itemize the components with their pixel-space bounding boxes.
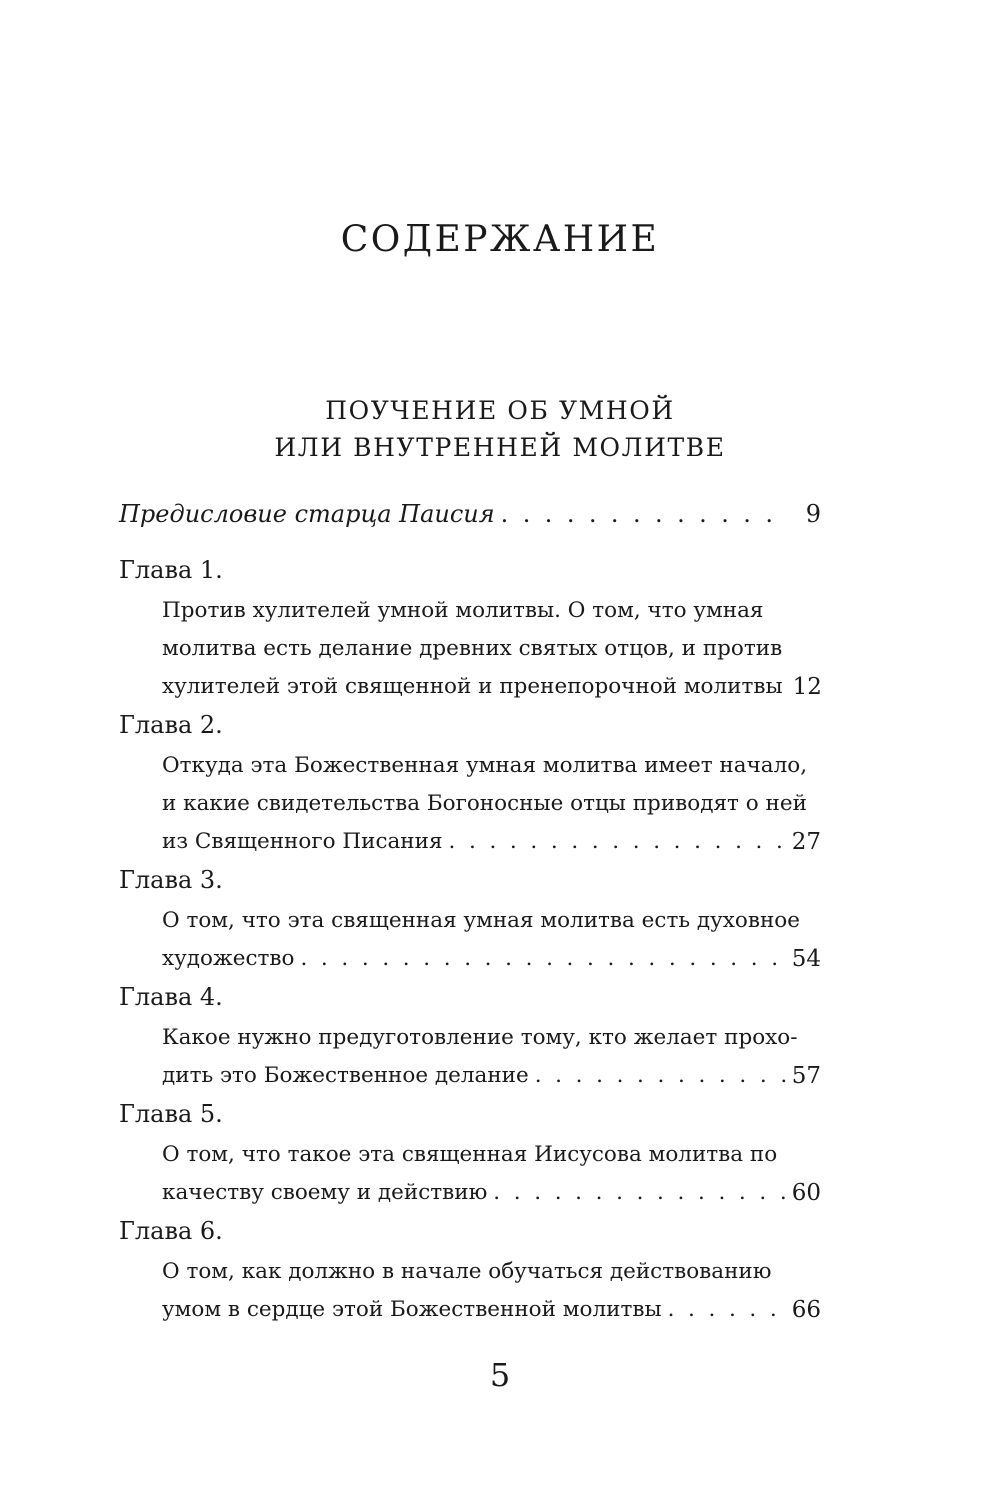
chapter-description-last-line (162, 940, 821, 978)
chapter-description-line: дить это Божественное делание (162, 1062, 529, 1088)
chapter-description-last-line (162, 668, 821, 706)
chapter-description-line: Против хулителей умной молитвы. О том, что умная (162, 597, 764, 623)
toc-page-number: 66 (791, 1296, 821, 1323)
toc-page-number: 57 (791, 1062, 821, 1089)
chapter-heading: Глава 1. (119, 555, 223, 584)
chapter-description (119, 747, 821, 861)
toc-chapter-6[interactable] (119, 1213, 821, 1329)
dot-leader (501, 496, 789, 534)
toc-chapter-1[interactable] (119, 552, 821, 706)
chapter-description-line: О том, что такое эта священная Иисусова молитва по (162, 1141, 778, 1167)
toc-page-number: 12 (792, 673, 822, 700)
chapter-description-line: Какое нужно предуготовление тому, кто желает прохо- (162, 1024, 798, 1050)
chapter-description-line: и какие свидетельства Богоносные отцы приводят о ней (162, 790, 807, 816)
dot-leader (449, 823, 788, 861)
toc-page-number: 27 (791, 828, 821, 855)
toc-chapter-2[interactable] (119, 707, 821, 861)
toc-page-number: 60 (791, 1179, 821, 1206)
toc-chapter-3[interactable] (119, 862, 821, 978)
page-title: СОДЕРЖАНИЕ (340, 219, 660, 260)
chapter-description-line: умом в сердце этой Божественной молитвы (162, 1296, 662, 1322)
dot-leader (535, 1057, 788, 1095)
chapter-description-line: из Священного Писания (162, 828, 443, 854)
chapter-description-line: Откуда эта Божественная умная молитва имеет начало, (162, 752, 808, 778)
chapter-description-last-line (162, 1291, 821, 1329)
toc-entry-preface[interactable] (119, 496, 821, 534)
chapter-description-line: художество (162, 945, 295, 971)
chapter-heading: Глава 6. (119, 1216, 223, 1245)
chapter-description (119, 902, 821, 978)
page-number-folio: 5 (489, 1356, 511, 1394)
chapter-description-line: качеству своему и действию (162, 1179, 488, 1205)
dot-leader (493, 1174, 787, 1212)
chapter-description-line: О том, что эта священная умная молитва есть духовное (162, 907, 800, 933)
chapter-description-last-line (162, 1057, 821, 1095)
section-title-line-1: ПОУЧЕНИЕ ОБ УМНОЙ (325, 396, 675, 425)
toc-entry-label: Предисловие старца Паисия (119, 500, 495, 528)
section-title-line-2: ИЛИ ВНУТРЕННЕЙ МОЛИТВЕ (274, 433, 726, 462)
toc-chapter-5[interactable] (119, 1096, 821, 1212)
chapter-description-line: О том, как должно в начале обучаться действованию (162, 1258, 772, 1284)
table-of-contents (119, 496, 821, 1330)
chapter-description-line: молитва есть делание древних святых отцов, и против (162, 635, 783, 661)
chapter-heading: Глава 2. (119, 710, 223, 739)
toc-chapter-4[interactable] (119, 979, 821, 1095)
chapter-description (119, 592, 821, 706)
chapter-description (119, 1136, 821, 1212)
section-title (0, 392, 1000, 466)
chapter-description (119, 1019, 821, 1095)
chapter-heading: Глава 5. (119, 1099, 223, 1128)
chapter-description-last-line (162, 823, 821, 861)
toc-page-number: 54 (791, 945, 821, 972)
dot-leader (300, 940, 787, 978)
chapter-description-line: хулителей этой священной и пренепорочной молитвы (162, 673, 783, 699)
chapter-description (119, 1253, 821, 1329)
dot-leader (668, 1291, 788, 1329)
chapter-heading: Глава 4. (119, 982, 223, 1011)
chapter-heading: Глава 3. (119, 865, 223, 894)
toc-page-number: 9 (805, 500, 821, 528)
chapter-description-last-line (162, 1174, 821, 1212)
